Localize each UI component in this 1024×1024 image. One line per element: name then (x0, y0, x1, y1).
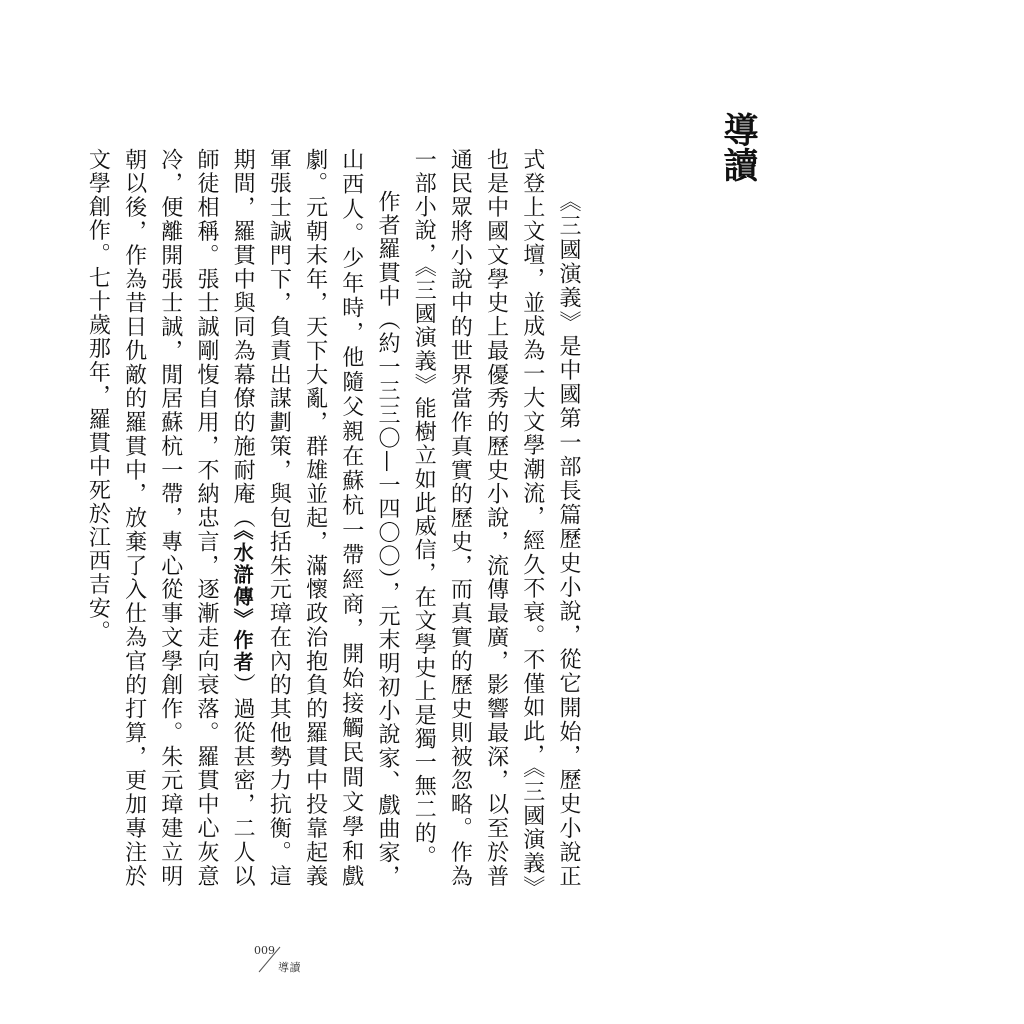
page-folio (254, 944, 314, 974)
paragraph-2 (79, 148, 405, 888)
paragraph-2-text-end: ）過從甚密，二人以師徒相稱。張士誠剛愎自用，不納忠言，逐漸走向衰落。羅貫中心灰意冷，便離開張士誠，閒居蘇杭一帶，專心從事文學創作。朱元璋建立明朝以後，作為昔日仇敵的羅貫中，放棄了入仕為官的打算，更加專注於文學創作。七十歲那年，羅貫中死於江西吉安。 (85, 148, 256, 888)
paragraph-2-text-start: 作者羅貫中（約一三三〇—一四〇〇），元末明初小說家、戲曲家，山西人。少年時，他隨父親在蘇杭一帶經商，開始接觸民間文學和戲劇。元朝末年，天下大亂，群雄並起，滿懷政治抱負的羅貫中投靠起義軍張士誠門下，負責出謀劃策，與包括朱元璋在內的其他勢力抗衡。這期間，羅貫中與同為幕僚的施耐庵（ (230, 148, 400, 888)
chapter-title: 導讀 (718, 112, 758, 182)
page-number: 009 (254, 944, 275, 957)
paragraph-1: 《三國演義》是中國第一部長篇歷史小說，從它開始，歷史小說正式登上文壇，並成為一大文學潮流，經久不衰。不僅如此，《三國演義》也是中國文學史上最優秀的歷史小說，流傳最廣，影響最深，以至於普通民眾將小說中的世界當作真實的歷史，而真實的歷史則被忽略。作為一部小說，《三國演義》能樹立如此威信，在文學史上是獨一無二的。 (411, 148, 581, 888)
body-text (79, 148, 586, 888)
paragraph-2-annotation: 《水滸傳》作者 (230, 530, 255, 674)
running-section-label: 導讀 (278, 961, 301, 974)
